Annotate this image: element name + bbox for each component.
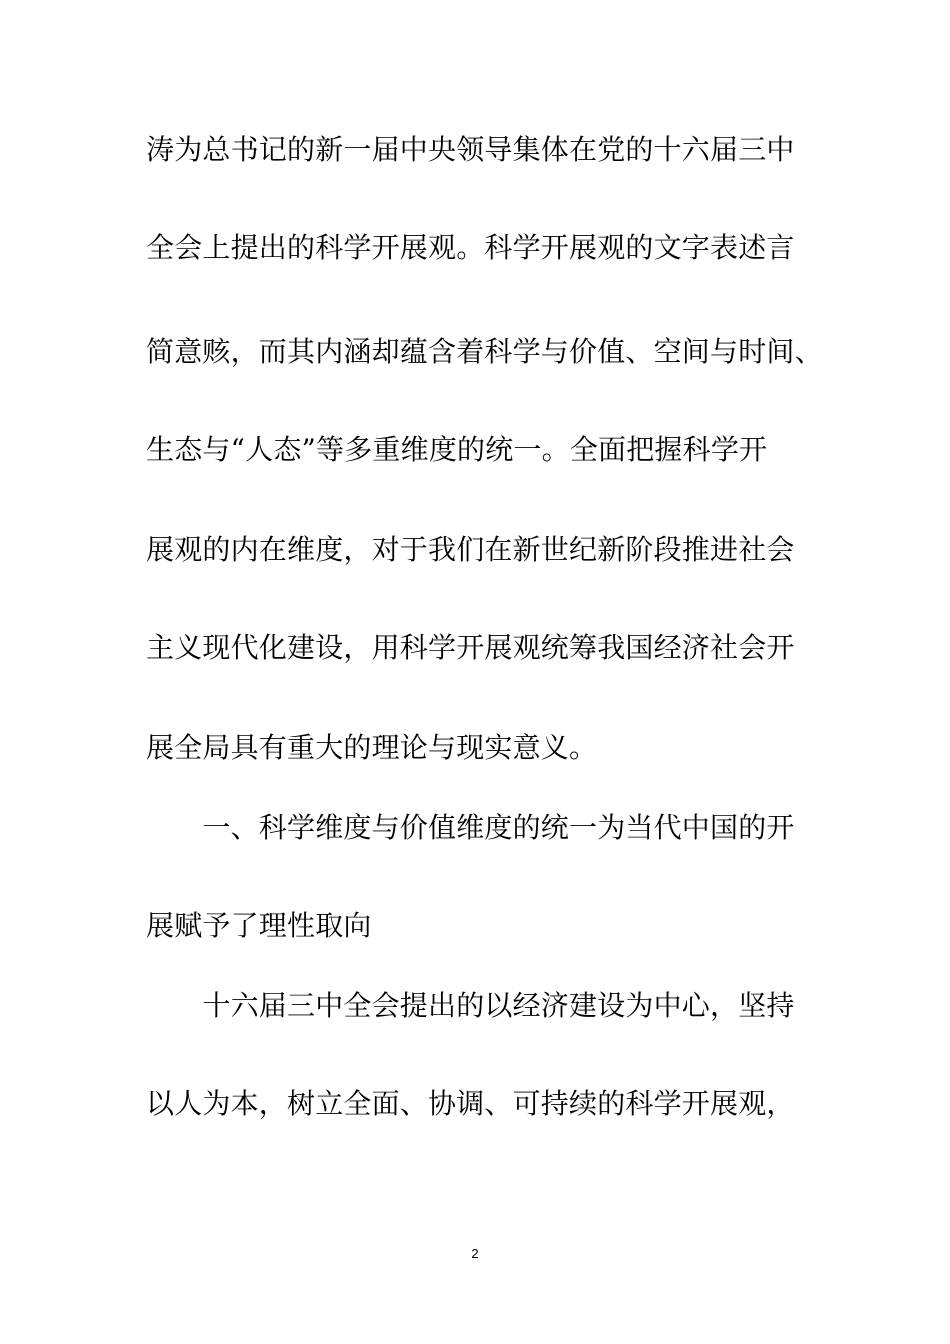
text-line-8: 十六届三中全会提出的以经济建设为中心，坚持: [146, 989, 795, 1022]
text-line-4: 生态与“人态”等多重维度的统一。全面把握科学开: [146, 433, 768, 466]
text-line-2: 全会上提出的科学开展观。科学开展观的文字表述言: [146, 231, 795, 264]
text-line-7: 展全局具有重大的理论与现实意义。: [146, 731, 598, 764]
page-number: 2: [471, 1246, 479, 1261]
section-heading-line-2: 展赋予了理性取向: [146, 909, 372, 942]
section-heading-line-1: 一、科学维度与价值维度的统一为当代中国的开: [146, 811, 795, 844]
text-line-3: 简意赅，而其内涵却蕴含着科学与价值、空间与时间、: [146, 335, 823, 368]
text-line-5: 展观的内在维度，对于我们在新世纪新阶段推进社会: [146, 533, 795, 566]
text-line-6: 主义现代化建设，用科学开展观统筹我国经济社会开: [146, 631, 795, 664]
text-line-9: 以人为本，树立全面、协调、可持续的科学开展观，: [146, 1087, 795, 1120]
text-line-1: 涛为总书记的新一届中央领导集体在党的十六届三中: [146, 133, 795, 166]
